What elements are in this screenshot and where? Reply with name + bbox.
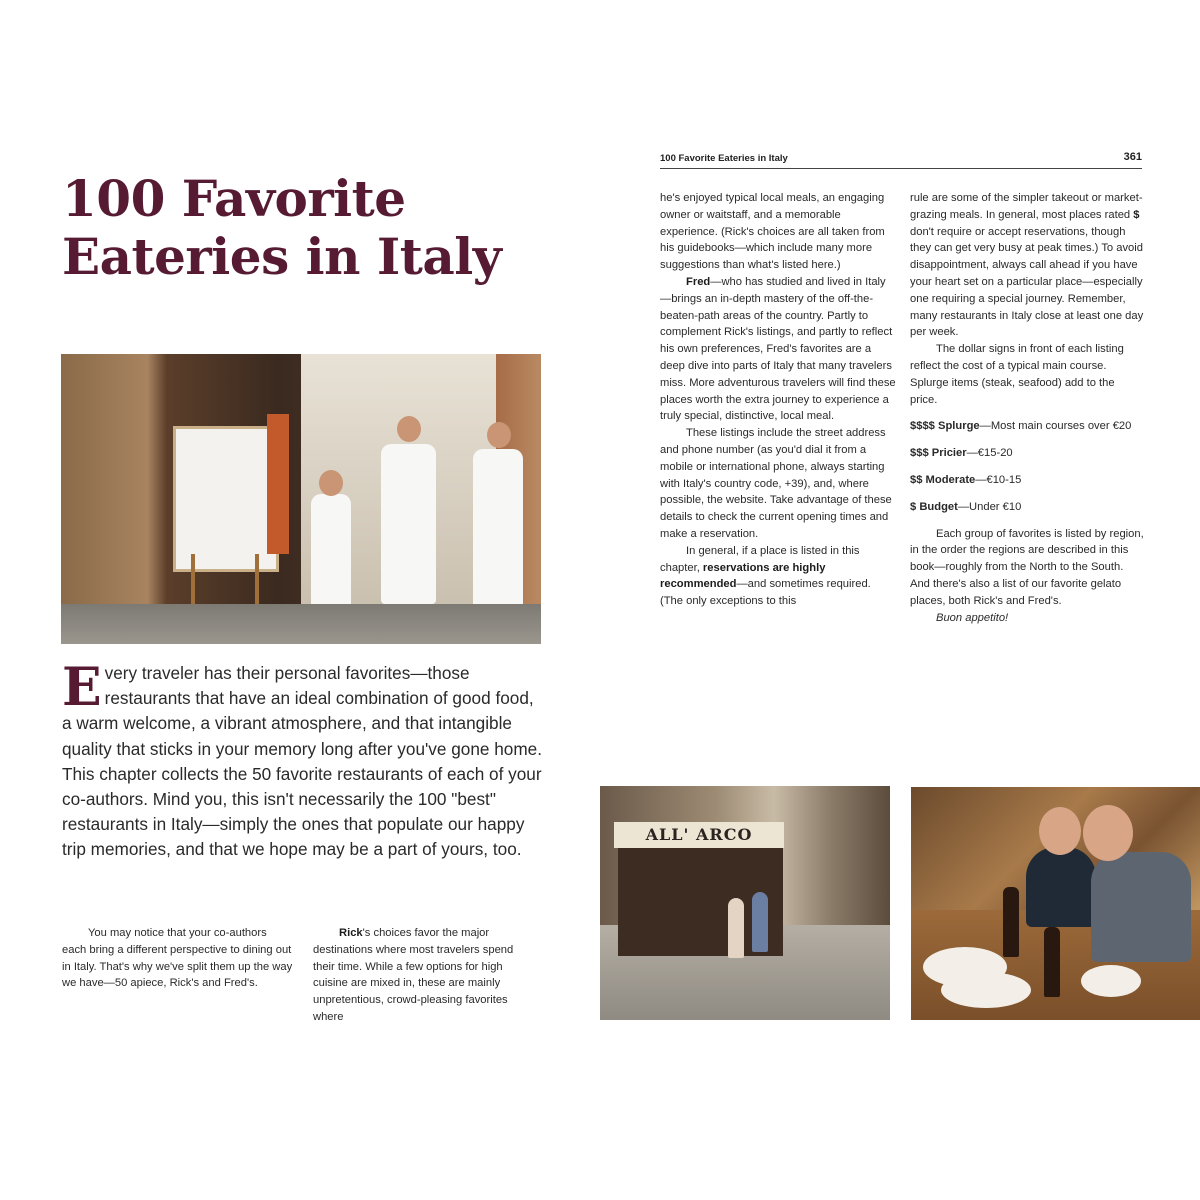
diner-head [1039, 807, 1081, 855]
pedestrian [728, 898, 744, 958]
closing-line: Buon appetito! [936, 611, 1009, 624]
bold-name: Fred [686, 275, 711, 288]
staff-head [397, 416, 421, 442]
lead-paragraph [62, 657, 547, 863]
running-head [660, 150, 1142, 169]
staff-head [319, 470, 343, 496]
body-column-3 [660, 190, 896, 610]
restaurant-staff-photo [61, 354, 541, 644]
chapter-title-line-1: 100 Favorite [62, 169, 406, 228]
body-paragraph: he's enjoyed typical local meals, an engaging owner or waitstaff, and a memorable experience. (Rick's choices are all taken from his guidebooks—which include many more suggestions than what's listed here.) [660, 192, 885, 272]
diner-head [1083, 805, 1133, 861]
body-column-1 [62, 925, 294, 992]
page-number: 361 [1123, 151, 1142, 163]
shop-sign: ALL' ARCO [614, 822, 784, 848]
body-paragraph: Fred—who has studied and lived in Italy—brings an in-depth mastery of the off-the-beaten-path areas of the country. Partly to complement Rick's listings, and partly to reflect his own preferences, Fred's favorites are a deep dive into parts of Italy that many travelers miss. More adventurous travelers will find these places worth the extra journey to experience a truly special, distinctive, local meal. [660, 275, 896, 423]
price-item: $$ Moderate—€10-15 [910, 473, 1022, 486]
body-paragraph: Each group of favorites is listed by region, in the order the regions are described in this book—roughly from the North to the South. And there's also a list of our favorite gelato places, both Rick's and Fred's. [910, 527, 1144, 607]
pedestrian [752, 892, 768, 952]
all-arco-photo [600, 786, 890, 1020]
body-paragraph: The dollar signs in front of each listing reflect the cost of a typical main course. Splurge items (steak, seafood) add to the price. [910, 343, 1124, 406]
body-paragraph: You may notice that your co-authors each bring a different perspective to dining out in Italy. That's why we've split them up the way we have—50 apiece, Rick's and Fred's. [62, 927, 293, 990]
menu-board [173, 426, 279, 572]
diner [1091, 852, 1191, 962]
body-paragraph: Rick's choices favor the major destinations where most travelers spend their time. While a few options for high cuisine are mixed in, these are mainly unpretentious, crowd-pleasing favorites where [313, 927, 514, 1023]
drop-cap: E [62, 657, 102, 718]
bold-name: Rick [339, 927, 363, 939]
staff-head [487, 422, 511, 448]
body-column-4 [910, 190, 1144, 626]
wine-bottle [1044, 927, 1060, 997]
chapter-title [62, 170, 532, 286]
dining-authors-photo [911, 787, 1200, 1020]
wine-bottle [1003, 887, 1019, 957]
price-item: $ Budget—Under €10 [910, 500, 1022, 513]
body-paragraph: rule are some of the simpler takeout or market-grazing meals. In general, most places rated $ don't require or accept reservations, though they can get very busy at peak times.) To avoid disappointment, always call ahead if you have your heart set on a particular place—especially one requiring a special journey. Remember, many restaurants in Italy close at least one day per week. [910, 192, 1144, 339]
body-paragraph: In general, if a place is listed in this chapter, reservations are highly recommended—and sometimes required. (The only exceptions to this [660, 544, 871, 608]
price-legend [910, 418, 1144, 515]
plate [1081, 965, 1141, 997]
body-paragraph: These listings include the street address and phone number (as you'd dial it from a mobile or international phone, always starting with Italy's country code, +39), and, where possible, the website. Take advantage of these details to check the current opening times and make a reservation. [660, 427, 892, 540]
diner [1026, 847, 1096, 927]
price-item: $$$ Pricier—€15-20 [910, 447, 1013, 460]
running-head-title: 100 Favorite Eateries in Italy [660, 153, 788, 164]
lead-text: very traveler has their personal favorites—those restaurants that have an ideal combination of good food, a warm welcome, a vibrant atmosphere, and that intangible quality that sticks in your memory long after you've gone home. This chapter collects the 50 favorite restaurants of each of your co-authors. Mind you, this isn't necessarily the 100 "best" restaurants in Italy—simply the ones that populate our happy trip memories, and that we hope may be a part of yours, too. [62, 663, 542, 860]
body-column-2 [313, 925, 538, 1026]
staff-person [473, 449, 523, 614]
price-item: $$$$ Splurge—Most main courses over €20 [910, 420, 1132, 433]
chapter-title-line-2: Eateries in Italy [62, 227, 502, 286]
staff-person [381, 444, 436, 604]
bold-phrase: reservations are highly recommended [660, 561, 826, 591]
pizza-sign [267, 414, 289, 554]
plate [941, 972, 1031, 1008]
street-ground [61, 604, 541, 644]
